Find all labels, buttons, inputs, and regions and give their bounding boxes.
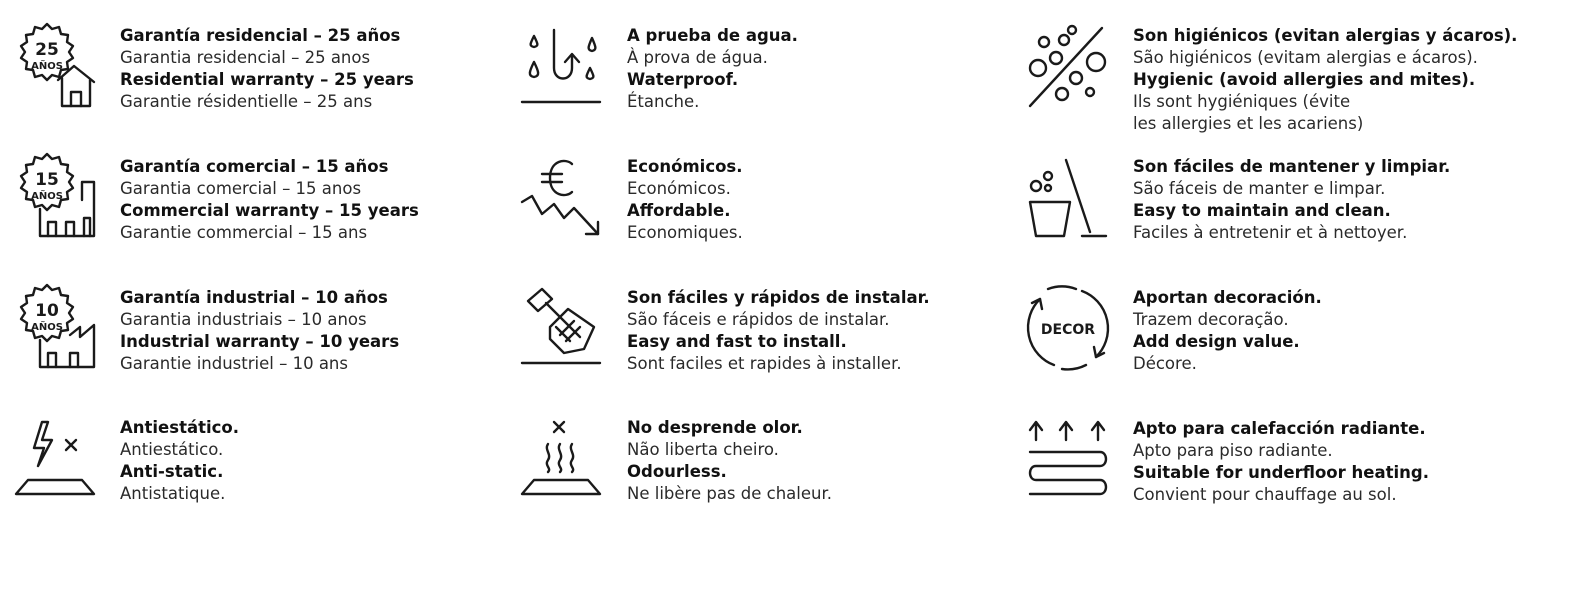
feature-line-es: Antiestático.	[120, 418, 240, 437]
feature-line-es: Garantía industrial – 10 años	[120, 288, 388, 307]
svg-text:25: 25	[35, 40, 59, 60]
feature-line-pt: Garantia industriais – 10 anos	[120, 310, 367, 329]
feature-line-es: Garantía comercial – 15 años	[120, 157, 389, 176]
hygienic-icon	[1026, 22, 1110, 112]
waterproof-icon	[520, 22, 604, 112]
feature-line-en: Odourless.	[627, 462, 727, 481]
svg-text:10: 10	[35, 301, 59, 321]
feature-line-fr: Antistatique.	[120, 484, 226, 503]
feature-line-es: No desprende olor.	[627, 418, 803, 437]
feature-line-fr: Faciles à entretenir et à nettoyer.	[1133, 223, 1408, 242]
odourless-icon	[520, 414, 604, 504]
svg-text:15: 15	[35, 170, 59, 190]
feature-line-es: Son fáciles y rápidos de instalar.	[627, 288, 930, 307]
feature-line-es: Garantía residencial – 25 años	[120, 26, 401, 45]
feature-line-en: Add design value.	[1133, 332, 1300, 351]
feature-line-en: Industrial warranty – 10 years	[120, 332, 400, 351]
feature-line-pt: Apto para piso radiante.	[1133, 441, 1333, 460]
feature-line-en: Commercial warranty – 15 years	[120, 201, 419, 220]
feature-line-en: Easy to maintain and clean.	[1133, 201, 1391, 220]
feature-line-fr-continued: les allergies et les acariens)	[1133, 114, 1364, 133]
svg-text:AÑOS: AÑOS	[31, 191, 63, 202]
feature-line-en: Residential warranty – 25 years	[120, 70, 414, 89]
feature-line-fr: Sont faciles et rapides à installer.	[627, 354, 902, 373]
badge-factory-icon	[14, 283, 98, 373]
feature-line-pt: Garantia residencial – 25 anos	[120, 48, 371, 67]
feature-line-fr: Décore.	[1133, 354, 1197, 373]
feature-line-pt: À prova de água.	[627, 48, 768, 67]
feature-line-fr: Convient pour chauffage au sol.	[1133, 485, 1397, 504]
svg-text:DECOR: DECOR	[1040, 322, 1096, 338]
badge-buildings-icon	[14, 152, 98, 242]
feature-line-es: Son higiénicos (evitan alergias y ácaros).	[1133, 26, 1518, 45]
feature-line-en: Easy and fast to install.	[627, 332, 847, 351]
feature-line-fr: Garantie résidentielle – 25 ans	[120, 92, 373, 111]
bucket-mop-icon	[1026, 152, 1110, 242]
feature-line-pt: Não liberta cheiro.	[627, 440, 779, 459]
feature-line-es: Apto para calefacción radiante.	[1133, 419, 1426, 438]
hammer-hand-icon	[520, 283, 604, 373]
feature-line-pt: São fáceis e rápidos de instalar.	[627, 310, 890, 329]
underfloor-heating-icon	[1026, 414, 1110, 504]
badge-house-icon	[14, 22, 98, 112]
feature-line-es: A prueba de agua.	[627, 26, 798, 45]
feature-line-pt: São fáceis de manter e limpar.	[1133, 179, 1386, 198]
feature-line-en: Waterproof.	[627, 70, 739, 89]
decor-cycle-icon	[1026, 283, 1110, 373]
feature-line-pt: São higiénicos (evitam alergias e ácaros).	[1133, 48, 1478, 67]
feature-line-fr: Garantie industriel – 10 ans	[120, 354, 348, 373]
svg-text:AÑOS: AÑOS	[31, 322, 63, 333]
euro-down-icon	[520, 152, 604, 242]
feature-line-es: Aportan decoración.	[1133, 288, 1322, 307]
feature-line-pt: Garantia comercial – 15 anos	[120, 179, 362, 198]
feature-line-en: Affordable.	[627, 201, 731, 220]
antistatic-icon	[14, 414, 98, 504]
feature-line-fr: Ne libère pas de chaleur.	[627, 484, 832, 503]
feature-line-fr: Ils sont hygiéniques (évite	[1133, 92, 1351, 111]
feature-line-en: Suitable for underfloor heating.	[1133, 463, 1429, 482]
feature-line-fr: Garantie commercial – 15 ans	[120, 223, 368, 242]
feature-line-pt: Económicos.	[627, 179, 731, 198]
feature-line-en: Anti-static.	[120, 462, 224, 481]
feature-line-es: Son fáciles de mantener y limpiar.	[1133, 157, 1451, 176]
feature-line-pt: Antiestático.	[120, 440, 224, 459]
feature-line-pt: Trazem decoração.	[1133, 310, 1289, 329]
feature-line-es: Económicos.	[627, 157, 743, 176]
feature-line-fr: Étanche.	[627, 92, 700, 111]
svg-text:AÑOS: AÑOS	[31, 61, 63, 72]
feature-line-fr: Economiques.	[627, 223, 743, 242]
feature-line-en: Hygienic (avoid allergies and mites).	[1133, 70, 1476, 89]
